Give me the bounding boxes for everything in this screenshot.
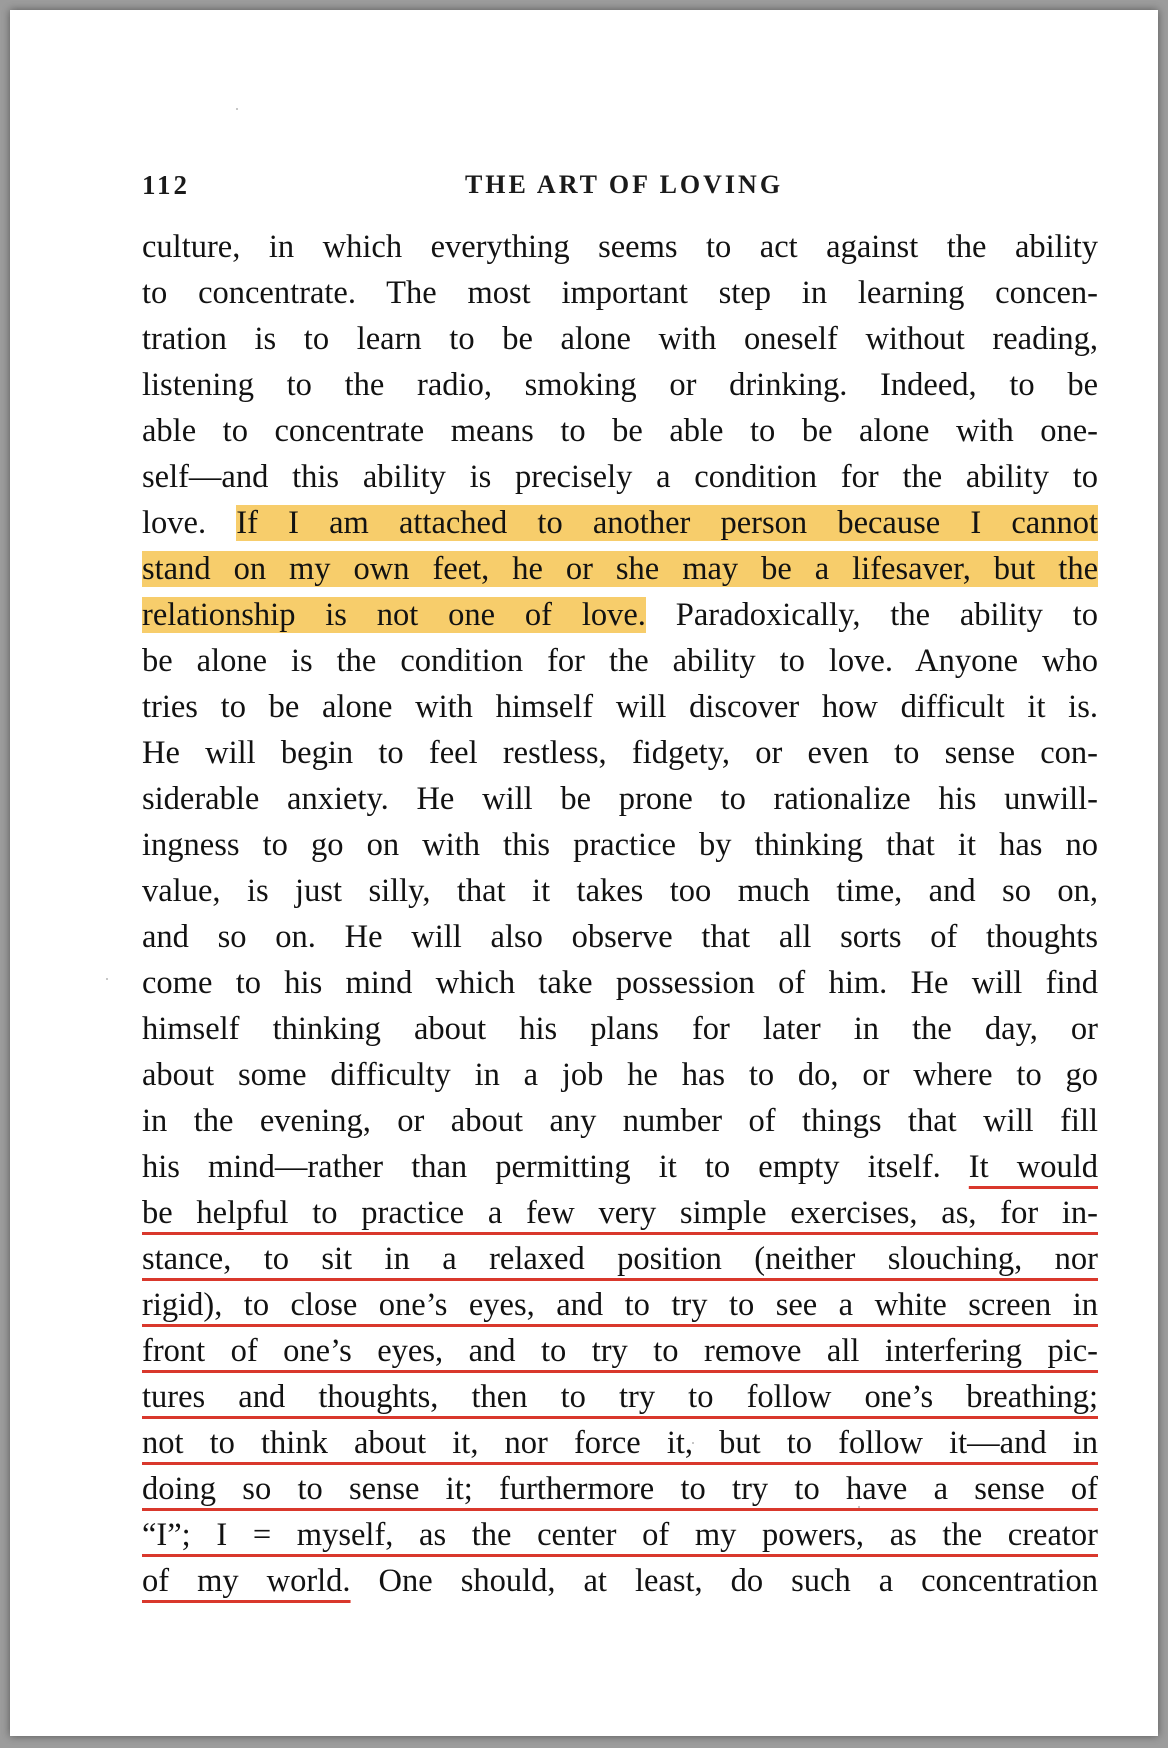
text-segment: Paradoxically, the ability to — [645, 597, 1098, 633]
text-line — [142, 1052, 1098, 1098]
text-line — [142, 1374, 1098, 1420]
underlined-passage: not to think about it, nor force it, but to follow it—and in — [142, 1425, 1098, 1461]
text-line — [142, 1006, 1098, 1052]
text-segment: siderable anxiety. He will be prone to rationalize his unwill- — [142, 781, 1098, 817]
text-line — [142, 684, 1098, 730]
page-speck — [236, 108, 238, 110]
text-segment: One should, at least, do such a concentration — [350, 1563, 1098, 1599]
highlighted-passage: relationship is not one of love. — [142, 597, 646, 633]
text-segment: value, is just silly, that it takes too much time, and so on, — [142, 873, 1098, 909]
text-line — [142, 868, 1098, 914]
text-line — [142, 1098, 1098, 1144]
text-line — [142, 592, 1098, 638]
text-segment: come to his mind which take possession of him. He will find — [142, 965, 1098, 1001]
text-segment: about some difficulty in a job he has to do, or where to go — [142, 1057, 1098, 1093]
text-line — [142, 960, 1098, 1006]
underlined-passage: It would — [968, 1149, 1098, 1185]
underlined-passage: tures and thoughts, then to try to follow one’s breathing; — [142, 1379, 1098, 1415]
text-segment: in the evening, or about any number of things that will fill — [142, 1103, 1098, 1139]
text-line — [142, 1328, 1098, 1374]
text-line — [142, 638, 1098, 684]
underlined-passage: stance, to sit in a relaxed position (neither slouching, nor — [142, 1241, 1098, 1277]
text-segment: his mind—rather than permitting it to empty itself. — [142, 1149, 969, 1185]
underlined-passage: of my world. — [142, 1563, 351, 1599]
text-line — [142, 454, 1098, 500]
text-segment: tries to be alone with himself will discover how difficult it is. — [142, 689, 1098, 725]
text-line — [142, 500, 1098, 546]
text-line — [142, 1190, 1098, 1236]
text-line — [142, 1512, 1098, 1558]
text-line — [142, 1466, 1098, 1512]
highlighted-passage: stand on my own feet, he or she may be a lifesaver, but the — [142, 551, 1098, 587]
text-segment: himself thinking about his plans for later in the day, or — [142, 1011, 1098, 1047]
underlined-passage: doing so to sense it; furthermore to try to have a sense of — [142, 1471, 1098, 1507]
book-page — [10, 10, 1158, 1736]
text-segment: tration is to learn to be alone with oneself without reading, — [142, 321, 1098, 357]
underlined-passage: rigid), to close one’s eyes, and to try to see a white screen in — [142, 1287, 1098, 1323]
text-line — [142, 362, 1098, 408]
text-line — [142, 546, 1098, 592]
text-line — [142, 1558, 1098, 1604]
text-segment: listening to the radio, smoking or drinking. Indeed, to be — [142, 367, 1098, 403]
text-line — [142, 270, 1098, 316]
text-line — [142, 1236, 1098, 1282]
page-header — [142, 170, 1106, 206]
text-segment: to concentrate. The most important step in learning concen- — [142, 275, 1098, 311]
text-line — [142, 730, 1098, 776]
text-line — [142, 1420, 1098, 1466]
underlined-passage: “I”; I = myself, as the center of my powers, as the creator — [142, 1517, 1098, 1553]
text-segment: and so on. He will also observe that all sorts of thoughts — [142, 919, 1098, 955]
text-segment: He will begin to feel restless, fidgety, or even to sense con- — [142, 735, 1098, 771]
text-segment: self—and this ability is precisely a condition for the ability to — [142, 459, 1098, 495]
text-line — [142, 408, 1098, 454]
highlighted-passage: If I am attached to another person because I cannot — [236, 505, 1098, 541]
text-line — [142, 776, 1098, 822]
text-segment: ingness to go on with this practice by thinking that it has no — [142, 827, 1098, 863]
text-line — [142, 822, 1098, 868]
text-line — [142, 316, 1098, 362]
text-line — [142, 914, 1098, 960]
page-number: 112 — [142, 170, 191, 200]
underlined-passage: front of one’s eyes, and to try to remove all interfering pic- — [142, 1333, 1098, 1369]
page-speck — [106, 978, 108, 980]
underlined-passage: be helpful to practice a few very simple exercises, as, for in- — [142, 1195, 1098, 1231]
text-line — [142, 1144, 1098, 1190]
text-line — [142, 1282, 1098, 1328]
text-segment: culture, in which everything seems to act against the ability — [142, 229, 1098, 265]
text-segment: able to concentrate means to be able to be alone with one- — [142, 413, 1098, 449]
text-segment: be alone is the condition for the ability to love. Anyone who — [142, 643, 1098, 679]
text-segment: love. — [142, 505, 237, 541]
text-line — [142, 224, 1098, 270]
body-text — [142, 224, 1098, 1604]
running-title: THE ART OF LOVING — [464, 170, 784, 199]
